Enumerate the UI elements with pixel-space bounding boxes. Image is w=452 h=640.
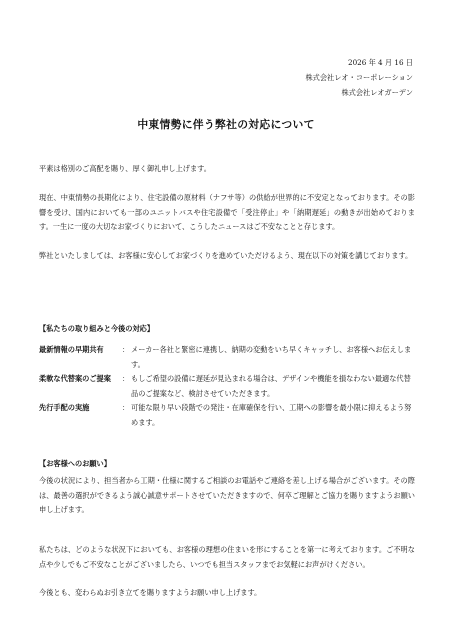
- closing-paragraph-2: 今後とも、変わらぬお引き立てを賜りますようお願い申し上げます。: [39, 588, 262, 597]
- measure-label: 柔軟な代替案のご提案: [39, 374, 111, 383]
- intro-paragraph-2: 弊社といたしましては、お客様に安心してお家づくりを進めていただけるよう、現在以下の対策を講じております。: [39, 251, 413, 260]
- measure-text: もしご希望の設備に遅延が見込まれる場合は、デザインや機能を損なわない最適な代替品のご提案など、検討させていただきます。: [131, 374, 411, 398]
- greeting-paragraph: 平素は格別のご高配を賜り、厚く御礼申し上げます。: [39, 164, 211, 173]
- closing-paragraph: 私たちは、どのような状況下においても、お客様の理想の住まいを形にすることを第一に考えております。ご不明な点や少しでもご不安なことがございましたら、いつでも担当スタッフまでお気軽にお声がけください。: [39, 545, 415, 569]
- measure-text: 可能な限り早い段階での発注・在庫確保を行い、工期への影響を最小限に抑えるよう努めます。: [131, 403, 412, 427]
- intro-paragraph: 現在、中東情勢の長期化により、住宅設備の原材料（ナフサ等）の供給が世界的に不安定となっております。その影響を受け、国内においても一部のユニットバスや住宅設備で「受注停止」や「納期遅延」の動きが出始めております。一生に一度の大切なお家づくりにおいて、こうしたニュースはご不安なことと存じます。: [39, 193, 415, 232]
- measure-colon: ：: [122, 374, 130, 383]
- measure-colon: ：: [122, 345, 130, 354]
- document-title: 中東情勢に伴う弊社の対応について: [137, 118, 315, 131]
- measure-text: メーカー各社と緊密に連携し、納期の変動をいち早くキャッチし、お客様へお伝えします。: [131, 345, 412, 369]
- measure-label: 先行手配の実施: [39, 403, 90, 412]
- measure-label: 最新情報の早期共有: [39, 345, 104, 354]
- letter-date: 2026 年 4 月 16 日: [348, 58, 413, 67]
- measure-colon: ：: [122, 403, 130, 412]
- company-name-2: 株式会社レオガーデン: [341, 87, 413, 97]
- request-paragraph: 今後の状況により、担当者から工期・仕様に関するご相談のお電話やご連絡を差し上げる場合がございます。その際は、最善の選択ができるよう誠心誠意サポートさせていただきますので、何卒ご理解とご協力を賜りますようお願い申し上げます。: [39, 476, 415, 515]
- measures-heading: 【私たちの取り組みと今後の対応】: [39, 324, 155, 333]
- company-name-1: 株式会社レオ・コーポレーション: [305, 72, 413, 82]
- request-heading: 【お客様へのお願い】: [39, 459, 111, 468]
- letter-header: [305, 56, 413, 100]
